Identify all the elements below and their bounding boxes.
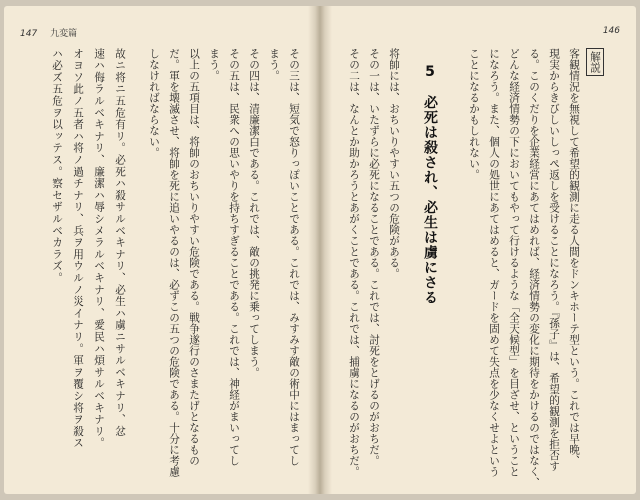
- body-line: その四は、清廉潔白である。これでは、敵の挑発に乗ってしまう。: [248, 48, 260, 378]
- page-number-left: 147: [20, 29, 38, 39]
- left-page: [4, 6, 316, 494]
- section-number: 5: [422, 64, 438, 81]
- page-number-right: 146: [602, 26, 620, 36]
- body-line: まう。: [268, 48, 280, 81]
- kanbun-line: オヨソ此ノ五者ハ将ノ過チナリ、兵ヲ用ウルノ災イナリ。軍ヲ覆シ将ヲ殺ス: [72, 48, 84, 450]
- body-line: まう。: [208, 48, 220, 81]
- commentary-line: 現実からきびしいしっぺ返しを受けることになろう。『孫子』は、希望的観測を拒否す: [548, 48, 560, 472]
- section-heading: [420, 64, 440, 305]
- body-line: 以上の五項目は、将帥のおちいりやすい危険である。戦争遂行のさまたげとなるもの: [188, 48, 200, 466]
- commentary-label: [586, 48, 604, 76]
- commentary-line: る。このくだりを企業経営にあてはめれば、経済情勢の変化に期待をかけるのではなく、: [528, 48, 540, 488]
- commentary-label-box: 解説: [586, 48, 604, 76]
- commentary-line: どんな経済情勢の下においてもやって行けるような「全天候型」を目ざせ、ということ: [508, 48, 520, 477]
- body-line: その三は、短気で怒りっぽいことである。これでは、みすみす敵の術中にはまってし: [288, 48, 300, 466]
- running-head: 九変篇: [50, 29, 78, 39]
- body-line: その五は、民衆への思いやりを持ちすぎることである。これでは、神経がまいってし: [228, 48, 240, 466]
- section-title: 必死は殺され、必生は虜にさる: [422, 95, 438, 305]
- commentary-line: になろう。また、個人の処世にあてはめると、ガードを固めて失点を少なくせよという: [488, 48, 500, 477]
- right-page: [324, 6, 636, 494]
- kanbun-line: 速ハ侮ラルベキナリ、廉潔ハ辱シメラルベキナリ、愛民ハ煩サルベキナリ。: [93, 48, 105, 450]
- commentary-line: ことになるかもしれない。: [468, 48, 480, 180]
- body-line: 将帥には、おちいりやすい五つの危険がある。: [388, 48, 400, 279]
- body-line: だ。軍を壊滅させ、将帥を死に追いやるのは、必ずこの五つの危険である。十分に考慮: [168, 48, 180, 477]
- body-line: しなければならない。: [148, 48, 160, 158]
- commentary-line: 客観情況を無視して希望的観測に走る人間をドンキホーテ型という。これでは早晩、: [568, 48, 580, 466]
- kanbun-line: 故ニ将ニ五危有リ。必死ハ殺サルベキナリ、必生ハ虜ニサルベキナリ、忿: [114, 48, 126, 438]
- body-line: その二は、なんとか助かろうとあがくことである。これでは、捕虜になるのがおちだ。: [348, 48, 360, 477]
- kanbun-line: ハ必ズ五危ヲ以ッテス。察セザルベカラズ。: [51, 48, 63, 284]
- book-gutter: [308, 6, 332, 494]
- body-line: その一は、いたずらに必死になることである。これでは、討死をとげるのがおちだ。: [368, 48, 380, 466]
